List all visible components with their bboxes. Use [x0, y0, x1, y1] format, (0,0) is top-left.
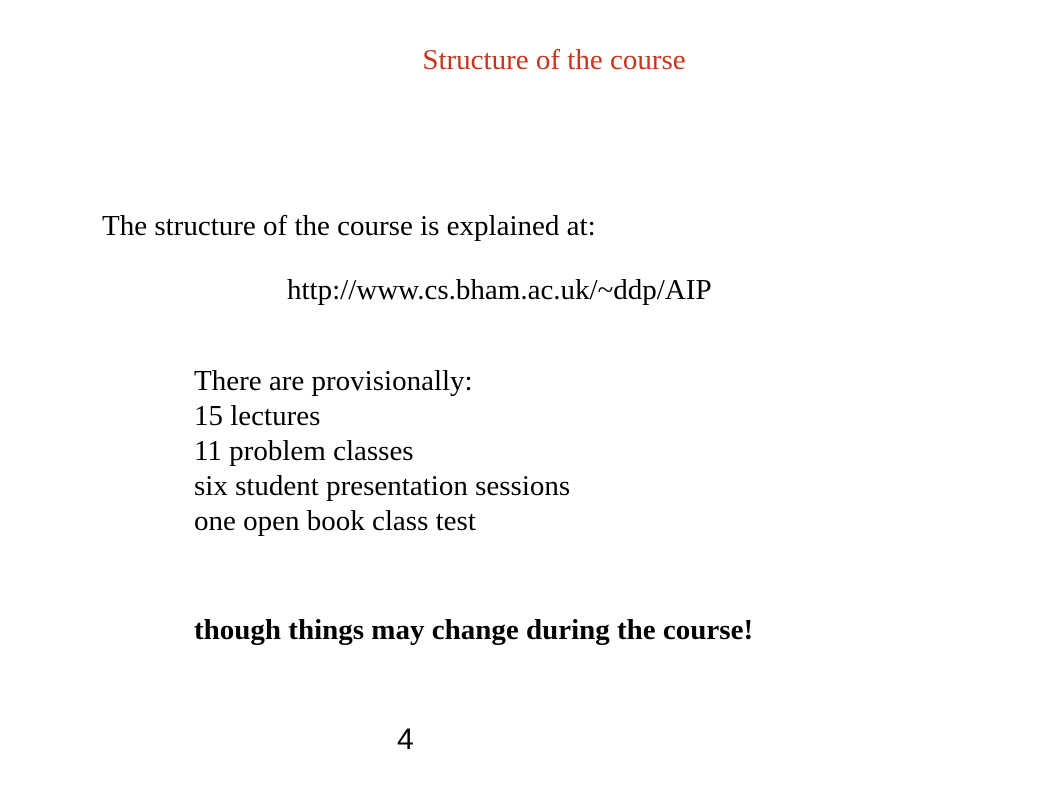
list-item: six student presentation sessions [194, 470, 571, 502]
list-heading: There are provisionally: [194, 365, 473, 397]
page-number: 4 [397, 723, 414, 756]
change-note: though things may change during the course! [194, 614, 754, 646]
intro-text: The structure of the course is explained at: [102, 210, 596, 242]
list-item: one open book class test [194, 505, 476, 537]
list-item: 11 problem classes [194, 435, 414, 467]
slide-title: Structure of the course [422, 44, 686, 76]
course-url-link[interactable]: http://www.cs.bham.ac.uk/~ddp/AIP [287, 274, 712, 306]
provisional-list [194, 364, 570, 539]
list-item: 15 lectures [194, 400, 321, 432]
